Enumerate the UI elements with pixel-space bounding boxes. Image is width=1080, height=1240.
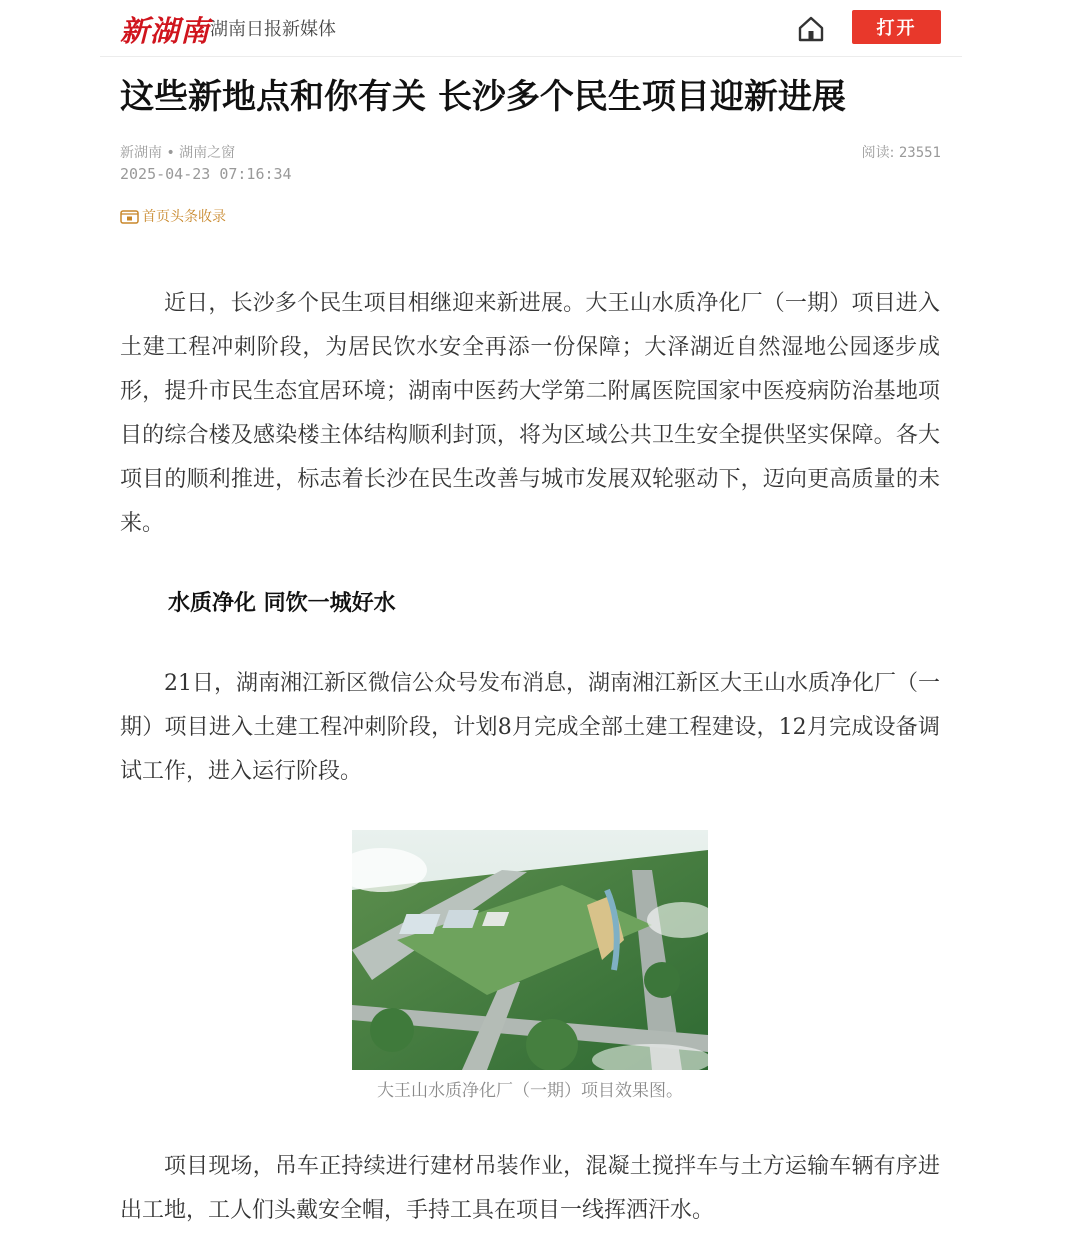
read-count-value: 23551: [898, 145, 941, 161]
article-figure: [120, 830, 940, 1101]
top-bar: [100, 0, 962, 57]
frontpage-badge-label: 首页头条收录: [142, 209, 226, 225]
section-subheading: 水质净化 同饮一城好水: [168, 591, 396, 616]
read-count: [862, 142, 941, 162]
site-logo[interactable]: 新湖南: [120, 14, 211, 48]
brand-subtitle: 湖南日报新媒体: [210, 19, 336, 40]
frontpage-badge-icon: [120, 209, 139, 224]
read-count-label: 阅读:: [861, 145, 899, 161]
home-icon[interactable]: [796, 14, 826, 44]
article-title: 这些新地点和你有关 长沙多个民生项目迎新进展: [120, 77, 846, 117]
paragraph-site-scene: 项目现场，吊车正持续进行建材吊装作业，混凝土搅拌车与土方运输车辆有序进出工地，工人们头戴安全帽，手持工具在项目一线挥洒汗水。: [120, 1154, 940, 1223]
paragraph-intro: 近日，长沙多个民生项目相继迎来新进展。大王山水质净化厂（一期）项目进入土建工程冲刺阶段，为居民饮水安全再添一份保障；大泽湖近自然湿地公园逐步成形，提升市民生态宜居环境；湖南中医药大学第二附属医院国家中医疫病防治基地项目的综合楼及感染楼主体结构顺利封顶，将为区域公共卫生安全提供坚实保障。各大项目的顺利推进，标志着长沙在民生改善与城市发展双轮驱动下，迈向更高质量的未来。: [120, 291, 940, 536]
project-rendering-image[interactable]: [352, 830, 708, 1070]
article-timestamp: 2025-04-23 07:16:34: [120, 165, 292, 183]
article-body: [120, 282, 940, 1233]
frontpage-badge[interactable]: [120, 206, 226, 226]
figure-caption: 大王山水质净化厂（一期）项目效果图。: [377, 1081, 683, 1101]
paragraph-water-plant: 21日，湖南湘江新区微信公众号发布消息，湖南湘江新区大王山水质净化厂（一期）项目进入土建工程冲刺阶段，计划8月完成全部土建工程建设，12月完成设备调试工作，进入运行阶段。: [120, 671, 940, 784]
open-app-button[interactable]: 打开: [852, 10, 941, 44]
article-source[interactable]: 新湖南 • 湖南之窗: [120, 145, 236, 161]
